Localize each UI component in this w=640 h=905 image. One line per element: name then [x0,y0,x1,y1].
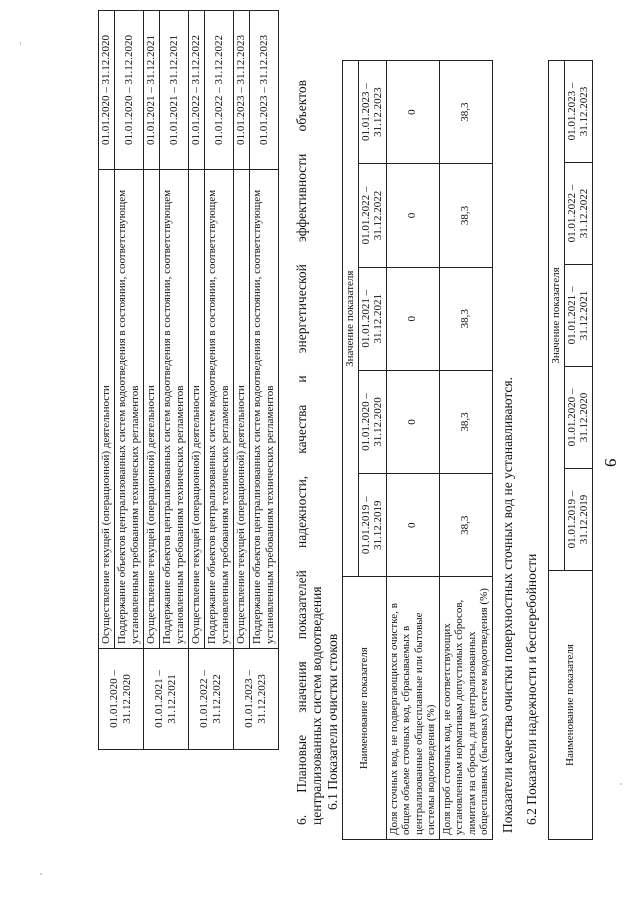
period-header-cell: 01.01.2019 – 31.12.2019 [358,474,386,577]
period-header-cell: 01.01.2023 – 31.12.2023 [358,61,386,164]
date-range-cell: 01.01.2021 – 31.12.2021 [144,11,160,170]
activities-table [98,10,279,750]
section-6-heading-continued: централизованных систем водоотведения [309,586,324,825]
scan-speck [20,42,21,45]
treatment-indicators-body [386,61,492,840]
indicator-name-cell: Доля сточных вод, не подвергающихся очистке, в общем объеме сточных вод, сбрасываемых в централизованные общесплавные или бытовые системы водоотведения (%) [386,577,439,840]
date-range-cell: 01.01.2020 – 31.12.2020 [115,11,144,170]
table-row [250,11,279,750]
activity-cell: Поддержание объектов централизованных систем водоотведения в состоянии, соответствующем установленным требованиям технических регламентов [115,170,144,649]
indicator-value-header: Значение показателя [549,61,565,571]
date-range-cell: 01.01.2020 – 31.12.2020 [99,11,115,170]
activities-table-body [99,11,279,750]
indicator-name-cell: Доля проб сточных вод, не соответствующих установленным нормативам допустимых сбросов, лимитам на сбросы, для централизованных общесплавных (бытовых) систем водоотведения (%) [439,577,492,840]
indicator-value-cell: 0 [386,61,439,164]
period-cell: 01.01.2020 – 31.12.2020 [99,649,144,750]
activity-cell: Поддержание объектов централизованных систем водоотведения в состоянии, соответствующем установленным требованиям технических регламентов [250,170,279,649]
indicator-value-cell: 0 [386,267,439,370]
table-row [160,11,189,750]
period-header-cell: 01.01.2020 – 31.12.2020 [564,367,592,469]
table-header-row [343,61,359,840]
table-row [189,11,205,750]
indicator-value-cell: 0 [386,474,439,577]
indicator-value-header: Значение показателя [343,61,359,577]
table-row [386,61,439,840]
reliability-indicators-table [548,60,593,840]
activity-cell: Осуществление текущей (операционной) деятельности [189,170,205,649]
activity-cell: Осуществление текущей (операционной) деятельности [144,170,160,649]
activity-cell: Поддержание объектов централизованных систем водоотведения в состоянии, соответствующем установленным требованиям технических регламентов [205,170,234,649]
period-header-cell: 01.01.2022 – 31.12.2022 [564,163,592,265]
period-header-cell: 01.01.2021 – 31.12.2021 [564,265,592,367]
period-header-cell: 01.01.2022 – 31.12.2022 [358,164,386,267]
indicator-value-cell: 38,3 [439,61,492,164]
table-row [144,11,160,750]
table-row [439,61,492,840]
activity-cell: Осуществление текущей (операционной) деятельности [99,170,115,649]
scan-speck [620,783,622,785]
period-header-cell: 01.01.2023 – 31.12.2023 [564,61,592,163]
period-cell: 01.01.2022 – 31.12.2022 [189,649,234,750]
table-header-row [549,61,565,840]
indicator-value-cell: 0 [386,370,439,473]
indicator-value-cell: 38,3 [439,370,492,473]
indicator-name-header: Наименование показателя [343,577,387,840]
period-header-cell: 01.01.2019 – 31.12.2019 [564,469,592,571]
date-range-cell: 01.01.2023 – 31.12.2023 [234,11,250,170]
activity-cell: Поддержание объектов централизованных систем водоотведения в состоянии, соответствующем установленным требованиям технических регламентов [160,170,189,649]
table-row [234,11,250,750]
period-header-cell: 01.01.2020 – 31.12.2020 [358,370,386,473]
page-number: 9 [601,458,620,467]
date-range-cell: 01.01.2023 – 31.12.2023 [250,11,279,170]
scan-speck [40,873,42,875]
surface-water-note: Показатели качества очистки поверхностных сточных вод не устанавливаются. [500,377,515,833]
section-6-heading: 6. Плановые значения показателей надежности, качества и энергетической эффективности объектов [294,80,309,825]
period-cell: 01.01.2023 – 31.12.2023 [234,649,279,750]
date-range-cell: 01.01.2021 – 31.12.2021 [160,11,189,170]
indicator-value-cell: 0 [386,164,439,267]
table-row [115,11,144,750]
period-header-cell: 01.01.2021 – 31.12.2021 [358,267,386,370]
subsection-6-1-heading: 6.1 Показатели очистки стоков [325,633,340,810]
table-row [99,11,115,750]
indicator-value-cell: 38,3 [439,474,492,577]
indicator-value-cell: 38,3 [439,267,492,370]
date-range-cell: 01.01.2022 – 31.12.2022 [189,11,205,170]
table-row [205,11,234,750]
period-cell: 01.01.2021 – 31.12.2021 [144,649,189,750]
indicator-value-cell: 38,3 [439,164,492,267]
subsection-6-2-heading: 6.2 Показатели надежности и бесперебойности [524,553,539,825]
date-range-cell: 01.01.2022 – 31.12.2022 [205,11,234,170]
treatment-indicators-table [342,60,493,840]
indicator-name-header: Наименование показателя [549,571,593,840]
activity-cell: Осуществление текущей (операционной) деятельности [234,170,250,649]
